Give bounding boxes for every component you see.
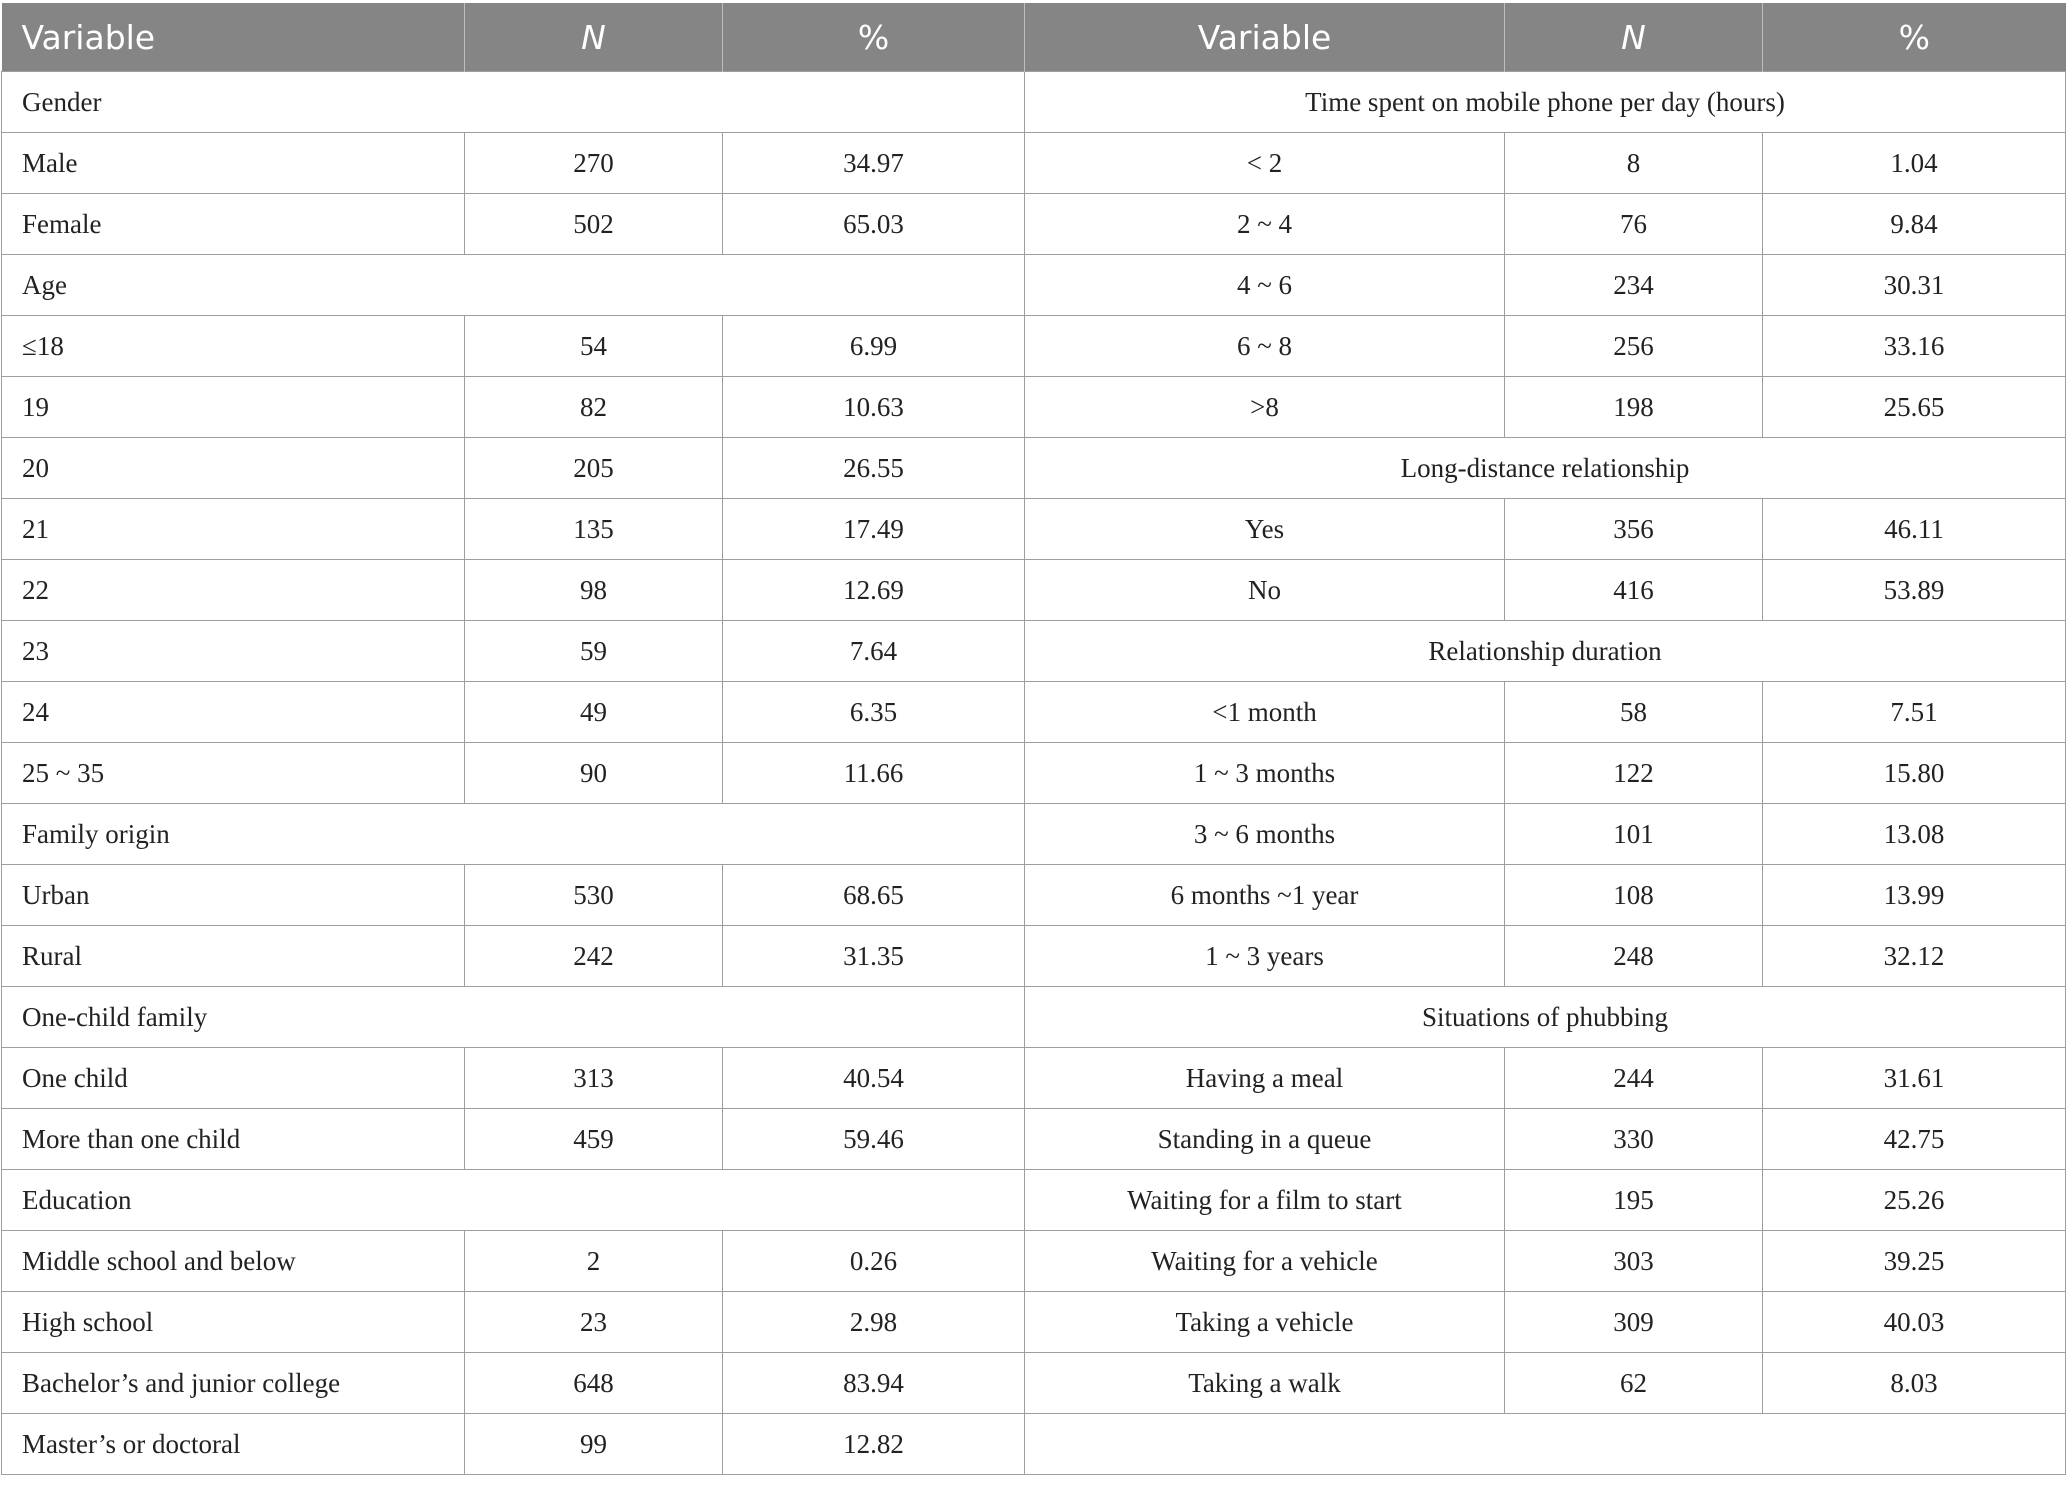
variable-cell-left: Urban	[2, 865, 465, 926]
group-label-right: Relationship duration	[1025, 621, 2066, 682]
percent-cell-left: 65.03	[723, 194, 1025, 255]
percent-cell-left: 34.97	[723, 133, 1025, 194]
variable-cell-right: 6 ~ 8	[1025, 316, 1505, 377]
n-cell-right: 101	[1505, 804, 1763, 865]
variable-cell-right: Waiting for a vehicle	[1025, 1231, 1505, 1292]
percent-cell-right: 7.51	[1763, 682, 2066, 743]
n-cell-left: 502	[465, 194, 723, 255]
table-row	[2, 865, 2066, 926]
group-label-left: One-child family	[2, 987, 1025, 1048]
percent-cell-left: 10.63	[723, 377, 1025, 438]
n-cell-left: 90	[465, 743, 723, 804]
n-cell-left: 135	[465, 499, 723, 560]
variable-cell-left: More than one child	[2, 1109, 465, 1170]
demographics-table	[1, 3, 2066, 1475]
table-row	[2, 1414, 2066, 1475]
percent-cell-left: 59.46	[723, 1109, 1025, 1170]
variable-cell-right: >8	[1025, 377, 1505, 438]
percent-cell-left: 6.99	[723, 316, 1025, 377]
table-row	[2, 804, 2066, 865]
variable-cell-right: Taking a vehicle	[1025, 1292, 1505, 1353]
group-label-left: Gender	[2, 72, 1025, 133]
variable-cell-right: Yes	[1025, 499, 1505, 560]
percent-cell-left: 17.49	[723, 499, 1025, 560]
percent-cell-right: 31.61	[1763, 1048, 2066, 1109]
variable-cell-left: Bachelor’s and junior college	[2, 1353, 465, 1414]
n-cell-right: 244	[1505, 1048, 1763, 1109]
group-label-left: Education	[2, 1170, 1025, 1231]
percent-cell-right: 53.89	[1763, 560, 2066, 621]
table-row	[2, 560, 2066, 621]
table-row	[2, 1109, 2066, 1170]
variable-cell-right: 4 ~ 6	[1025, 255, 1505, 316]
table-row	[2, 743, 2066, 804]
header-n-left: N	[465, 3, 723, 72]
table-row	[2, 1231, 2066, 1292]
n-cell-left: 99	[465, 1414, 723, 1475]
n-cell-right: 248	[1505, 926, 1763, 987]
variable-cell-left: 25 ~ 35	[2, 743, 465, 804]
percent-cell-right: 25.65	[1763, 377, 2066, 438]
n-cell-left: 49	[465, 682, 723, 743]
n-cell-left: 205	[465, 438, 723, 499]
variable-cell-right: 1 ~ 3 years	[1025, 926, 1505, 987]
table-row	[2, 72, 2066, 133]
percent-cell-left: 83.94	[723, 1353, 1025, 1414]
group-label-right: Time spent on mobile phone per day (hours)	[1025, 72, 2066, 133]
table-row	[2, 987, 2066, 1048]
n-cell-right: 58	[1505, 682, 1763, 743]
percent-cell-right: 25.26	[1763, 1170, 2066, 1231]
group-label-right: Situations of phubbing	[1025, 987, 2066, 1048]
table-row	[2, 377, 2066, 438]
variable-cell-right: No	[1025, 560, 1505, 621]
n-cell-right: 108	[1505, 865, 1763, 926]
percent-cell-left: 0.26	[723, 1231, 1025, 1292]
percent-cell-right: 13.99	[1763, 865, 2066, 926]
header-n-right: N	[1505, 3, 1763, 72]
header-percent-left: %	[723, 3, 1025, 72]
table-row	[2, 926, 2066, 987]
variable-cell-left: 22	[2, 560, 465, 621]
table-row	[2, 316, 2066, 377]
header-variable-right: Variable	[1025, 3, 1505, 72]
n-cell-left: 59	[465, 621, 723, 682]
n-cell-left: 23	[465, 1292, 723, 1353]
n-cell-right: 309	[1505, 1292, 1763, 1353]
table-row	[2, 133, 2066, 194]
n-cell-left: 82	[465, 377, 723, 438]
percent-cell-left: 40.54	[723, 1048, 1025, 1109]
variable-cell-left: Master’s or doctoral	[2, 1414, 465, 1475]
n-cell-right: 356	[1505, 499, 1763, 560]
variable-cell-right: 2 ~ 4	[1025, 194, 1505, 255]
variable-cell-left: High school	[2, 1292, 465, 1353]
group-label-left: Age	[2, 255, 1025, 316]
table-row	[2, 194, 2066, 255]
percent-cell-left: 6.35	[723, 682, 1025, 743]
table-row	[2, 1353, 2066, 1414]
n-cell-right: 195	[1505, 1170, 1763, 1231]
percent-cell-right: 42.75	[1763, 1109, 2066, 1170]
variable-cell-left: One child	[2, 1048, 465, 1109]
percent-cell-left: 68.65	[723, 865, 1025, 926]
percent-cell-right: 13.08	[1763, 804, 2066, 865]
variable-cell-left: 21	[2, 499, 465, 560]
variable-cell-right: Taking a walk	[1025, 1353, 1505, 1414]
table-row	[2, 438, 2066, 499]
n-cell-right: 234	[1505, 255, 1763, 316]
percent-cell-right: 8.03	[1763, 1353, 2066, 1414]
n-cell-right: 303	[1505, 1231, 1763, 1292]
variable-cell-left: 19	[2, 377, 465, 438]
variable-cell-left: 23	[2, 621, 465, 682]
variable-cell-left: ≤18	[2, 316, 465, 377]
n-cell-left: 98	[465, 560, 723, 621]
empty-cell-right	[1025, 1414, 2066, 1475]
percent-cell-left: 11.66	[723, 743, 1025, 804]
percent-cell-right: 15.80	[1763, 743, 2066, 804]
group-label-right: Long-distance relationship	[1025, 438, 2066, 499]
n-cell-right: 416	[1505, 560, 1763, 621]
table-row	[2, 1170, 2066, 1231]
variable-cell-right: < 2	[1025, 133, 1505, 194]
n-cell-right: 256	[1505, 316, 1763, 377]
table-row	[2, 255, 2066, 316]
n-cell-left: 270	[465, 133, 723, 194]
table-row	[2, 682, 2066, 743]
variable-cell-left: 24	[2, 682, 465, 743]
percent-cell-right: 1.04	[1763, 133, 2066, 194]
n-cell-left: 242	[465, 926, 723, 987]
variable-cell-right: 3 ~ 6 months	[1025, 804, 1505, 865]
n-cell-left: 459	[465, 1109, 723, 1170]
percent-cell-right: 9.84	[1763, 194, 2066, 255]
n-cell-right: 198	[1505, 377, 1763, 438]
percent-cell-right: 33.16	[1763, 316, 2066, 377]
percent-cell-left: 31.35	[723, 926, 1025, 987]
variable-cell-left: Female	[2, 194, 465, 255]
variable-cell-left: Rural	[2, 926, 465, 987]
variable-cell-right: <1 month	[1025, 682, 1505, 743]
table-row	[2, 1292, 2066, 1353]
n-cell-right: 76	[1505, 194, 1763, 255]
variable-cell-right: 1 ~ 3 months	[1025, 743, 1505, 804]
percent-cell-left: 7.64	[723, 621, 1025, 682]
header-variable-left: Variable	[2, 3, 465, 72]
n-cell-left: 54	[465, 316, 723, 377]
variable-cell-right: Having a meal	[1025, 1048, 1505, 1109]
n-cell-left: 313	[465, 1048, 723, 1109]
percent-cell-right: 39.25	[1763, 1231, 2066, 1292]
variable-cell-right: Waiting for a film to start	[1025, 1170, 1505, 1231]
header-row	[2, 3, 2066, 72]
n-cell-left: 2	[465, 1231, 723, 1292]
percent-cell-right: 30.31	[1763, 255, 2066, 316]
n-cell-right: 122	[1505, 743, 1763, 804]
variable-cell-left: Middle school and below	[2, 1231, 465, 1292]
percent-cell-left: 26.55	[723, 438, 1025, 499]
group-label-left: Family origin	[2, 804, 1025, 865]
table-row	[2, 621, 2066, 682]
percent-cell-right: 40.03	[1763, 1292, 2066, 1353]
variable-cell-right: 6 months ~1 year	[1025, 865, 1505, 926]
n-cell-right: 62	[1505, 1353, 1763, 1414]
percent-cell-left: 2.98	[723, 1292, 1025, 1353]
n-cell-right: 330	[1505, 1109, 1763, 1170]
percent-cell-right: 32.12	[1763, 926, 2066, 987]
percent-cell-left: 12.82	[723, 1414, 1025, 1475]
percent-cell-right: 46.11	[1763, 499, 2066, 560]
variable-cell-right: Standing in a queue	[1025, 1109, 1505, 1170]
table-body	[2, 72, 2066, 1475]
n-cell-right: 8	[1505, 133, 1763, 194]
table-row	[2, 1048, 2066, 1109]
table-row	[2, 499, 2066, 560]
header-percent-right: %	[1763, 3, 2066, 72]
percent-cell-left: 12.69	[723, 560, 1025, 621]
n-cell-left: 530	[465, 865, 723, 926]
variable-cell-left: 20	[2, 438, 465, 499]
variable-cell-left: Male	[2, 133, 465, 194]
n-cell-left: 648	[465, 1353, 723, 1414]
